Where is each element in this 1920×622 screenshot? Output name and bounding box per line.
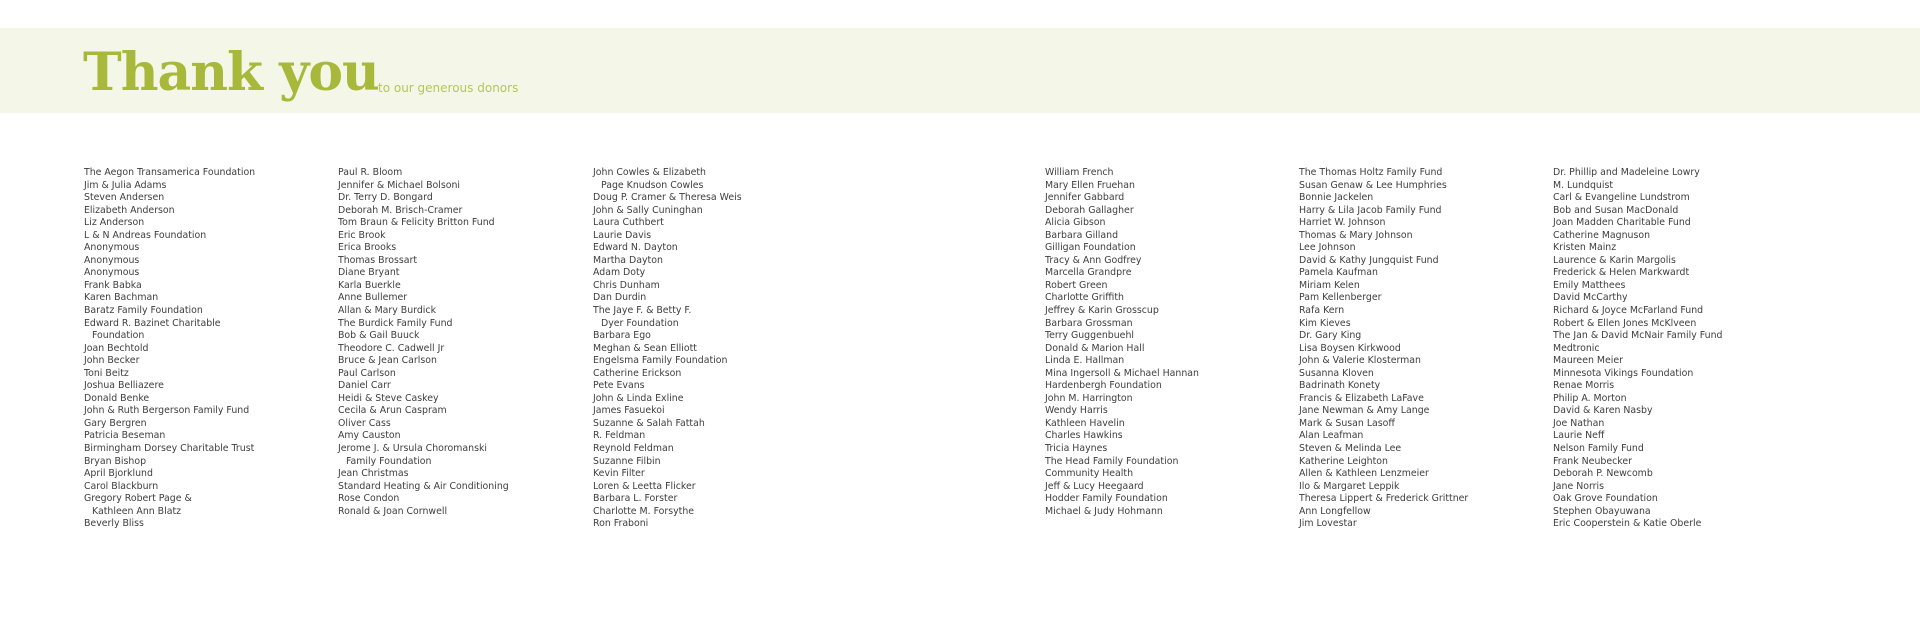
donor-name: Edward R. Bazinet Charitable [84,317,221,329]
donor-name: Jerome J. & Ursula Choromanski [338,443,488,455]
donor-name: Ronald & Joan Cornwell [338,505,448,517]
donor-name: Barbara Grossman [1045,317,1133,329]
donor-name: Eric Brook [338,229,386,241]
donor-name: Catherine Magnuson [1553,229,1651,241]
donor-name: Frank Neubecker [1553,455,1632,467]
donor-name: Philip A. Morton [1553,392,1627,404]
donor-name: Bruce & Jean Carlson [338,355,437,367]
page-subtitle: to our generous donors [378,81,519,95]
donor-name: Jean Christmas [338,468,409,480]
donor-name: Charles Hawkins [1045,430,1123,442]
donor-column-1 [84,167,255,531]
donor-name: The Aegon Transamerica Foundation [84,167,256,178]
donor-name: Charlotte Griffith [1045,292,1124,304]
donor-name: Heidi & Steve Caskey [338,392,439,404]
donor-name: Carol Blackburn [84,480,159,492]
donor-name: Theodore C. Cadwell Jr [338,342,445,354]
donor-name: Ann Longfellow [1299,505,1371,517]
donor-name: Jeffrey & Karin Grosscup [1045,305,1159,317]
donor-name: David & Kathy Jungquist Fund [1299,254,1439,266]
donor-name: Kristen Mainz [1553,242,1617,254]
donor-name: Catherine Erickson [593,367,682,379]
donor-name: The Jaye F. & Betty F. [593,305,692,317]
donor-name: Frank Babka [84,279,142,291]
donor-name: Deborah P. Newcomb [1553,468,1653,480]
donor-name: Oliver Cass [338,417,391,429]
donor-name: Adam Doty [593,267,646,279]
donor-name: Barbara Ego [593,330,651,342]
donor-name: Page Knudson Cowles [601,179,704,191]
donor-name: Gilligan Foundation [1045,242,1136,254]
donor-name: Suzanne Filbin [593,455,661,467]
donor-name: Donald & Marion Hall [1045,342,1145,354]
donor-name: Karen Bachman [84,292,159,304]
donor-name: Pete Evans [593,380,645,392]
donor-name: The Burdick Family Fund [338,317,453,329]
donor-name: Rose Condon [338,493,400,505]
donor-column-6 [1553,167,1723,531]
donor-name: Bryan Bishop [84,455,147,467]
donor-name: Thomas & Mary Johnson [1299,229,1413,241]
donor-name: The Thomas Holtz Family Fund [1299,167,1443,178]
donor-name: Bob & Gail Buuck [338,330,420,342]
donor-name: Eric Cooperstein & Katie Oberle [1553,518,1702,530]
donor-name: Thomas Brossart [338,254,418,266]
donor-name: Paul R. Bloom [338,167,403,178]
donor-name: Pamela Kaufman [1299,267,1378,279]
donor-name: Donald Benke [84,392,150,404]
donor-name: Kathleen Ann Blatz [92,505,182,517]
donor-name: Bob and Susan MacDonald [1553,204,1679,216]
donor-name: April Bjorklund [84,468,153,480]
donor-name: Standard Heating & Air Conditioning [338,480,509,492]
donor-name: Theresa Lippert & Frederick Grittner [1299,493,1469,505]
donor-name: Laurie Davis [593,229,652,241]
donor-name: Linda E. Hallman [1045,355,1125,367]
donor-column-4 [1045,167,1199,518]
donor-name: Joe Nathan [1553,417,1605,429]
donor-name: Badrinath Konety [1299,380,1381,392]
donor-name: Allan & Mary Burdick [338,305,436,317]
donor-name: Carl & Evangeline Lundstrom [1553,192,1690,204]
donor-name: Michael & Judy Hohmann [1045,505,1163,517]
donor-name: Anonymous [84,242,140,254]
donor-name: Engelsma Family Foundation [593,355,728,367]
donor-name: Jim & Julia Adams [84,179,167,191]
donor-name: Medtronic [1553,342,1600,354]
donor-name: Mina Ingersoll & Michael Hannan [1045,367,1199,379]
donor-column-2 [338,167,509,518]
donor-name: Robert Green [1045,279,1108,291]
donor-name: Wendy Harris [1045,405,1108,417]
donor-name: Paul Carlson [338,367,396,379]
donor-name: William French [1045,167,1114,178]
donor-name: Susan Genaw & Lee Humphries [1299,179,1447,191]
donor-name: Bonnie Jackelen [1299,192,1374,204]
donor-name: Miriam Kelen [1299,279,1360,291]
donor-name: Family Foundation [346,455,432,467]
donor-name: Mark & Susan Lasoff [1299,417,1395,429]
donor-name: Doug P. Cramer & Theresa Weis [593,192,742,204]
donor-name: Deborah M. Brisch-Cramer [338,204,463,216]
donor-name: Dr. Gary King [1299,330,1362,342]
donor-name: Elizabeth Anderson [84,204,175,216]
donor-name: Emily Matthees [1553,279,1626,291]
donor-name: Laura Cuthbert [593,217,664,229]
donor-name: Jennifer Gabbard [1045,192,1125,204]
donor-name: Beverly Bliss [84,518,144,530]
donor-name: Jim Lovestar [1299,518,1357,530]
donor-name: Birmingham Dorsey Charitable Trust [84,443,255,455]
donor-name: Erica Brooks [338,242,397,254]
donor-name: Diane Bryant [338,267,400,279]
donor-name: Community Health [1045,468,1134,480]
donor-name: The Head Family Foundation [1045,455,1179,467]
donor-name: Oak Grove Foundation [1553,493,1658,505]
donor-name: Alicia Gibson [1045,217,1106,229]
donor-name: Ron Fraboni [593,518,649,530]
donor-name: Kevin Filter [593,468,645,480]
donor-name: Jane Newman & Amy Lange [1299,405,1430,417]
donor-name: Baratz Family Foundation [84,305,203,317]
donor-name: Minnesota Vikings Foundation [1553,367,1694,379]
donor-column-5 [1299,167,1468,531]
donor-name: Marcella Grandpre [1045,267,1132,279]
donor-name: Frederick & Helen Markwardt [1553,267,1690,279]
donor-name: Kim Kieves [1299,317,1351,329]
donor-name: Dyer Foundation [601,317,679,329]
donor-name: Rafa Kern [1299,305,1345,317]
donor-name: John Becker [84,355,140,367]
donor-name: Patricia Beseman [84,430,166,442]
donor-name: John M. Harrington [1045,392,1133,404]
donor-name: Meghan & Sean Elliott [593,342,697,354]
donor-name: Gary Bergren [84,417,147,429]
donor-name: Edward N. Dayton [593,242,678,254]
donor-name: Deborah Gallagher [1045,204,1134,216]
donor-name: Tracy & Ann Godfrey [1045,254,1142,266]
donor-name: Tricia Haynes [1045,443,1108,455]
donor-name: John & Valerie Klosterman [1299,355,1421,367]
donor-name: Steven & Melinda Lee [1299,443,1402,455]
donor-name: David McCarthy [1553,292,1628,304]
donor-name: Anonymous [84,254,140,266]
donor-name: Kathleen Havelin [1045,417,1125,429]
donor-name: Gregory Robert Page & [84,493,192,505]
donor-name: Foundation [92,330,145,342]
donor-name: Harry & Lila Jacob Family Fund [1299,204,1442,216]
donor-name: Dan Durdin [593,292,647,304]
donor-name: Lisa Boysen Kirkwood [1299,342,1401,354]
donor-name: Alan Leafman [1299,430,1364,442]
donor-name: Mary Ellen Fruehan [1045,179,1135,191]
donor-column-3 [593,167,742,531]
donor-name: Maureen Meier [1553,355,1623,367]
donor-name: M. Lundquist [1553,179,1613,191]
donor-name: Suzanne & Salah Fattah [593,417,705,429]
donor-name: Toni Beitz [84,367,129,379]
donor-name: The Jan & David McNair Family Fund [1553,330,1723,342]
page-title: Thank you [83,42,379,103]
donor-name: R. Feldman [593,430,646,442]
donor-name: Harriet W. Johnson [1299,217,1386,229]
donor-name: John & Sally Cuninghan [593,204,703,216]
donor-name: Pam Kellenberger [1299,292,1382,304]
donor-name: Richard & Joyce McFarland Fund [1553,305,1704,317]
donor-name: Cecila & Arun Caspram [338,405,447,417]
donor-name: Chris Dunham [593,279,660,291]
donor-name: Jane Norris [1553,480,1604,492]
donor-name: Laurence & Karin Margolis [1553,254,1676,266]
donor-name: Charlotte M. Forsythe [593,505,695,517]
donor-name: Lee Johnson [1299,242,1356,254]
donor-name: John & Ruth Bergerson Family Fund [84,405,250,417]
donor-name: John & Linda Exline [593,392,684,404]
donor-name: L & N Andreas Foundation [84,229,207,241]
donor-name: Terry Guggenbuehl [1045,330,1134,342]
donor-name: Liz Anderson [84,217,145,229]
donor-name: Stephen Obayuwana [1553,505,1651,517]
donor-name: Joan Madden Charitable Fund [1553,217,1691,229]
donor-name: Barbara Gilland [1045,229,1119,241]
donor-name: Laurie Neff [1553,430,1605,442]
donor-name: Jennifer & Michael Bolsoni [338,179,461,191]
donor-name: Amy Causton [338,430,401,442]
donor-name: Susanna Kloven [1299,367,1374,379]
donor-name: Karla Buerkle [338,279,401,291]
donor-name: Allen & Kathleen Lenzmeier [1299,468,1429,480]
donor-name: Anne Bullemer [338,292,408,304]
donor-name: Robert & Ellen Jones McKlveen [1553,317,1697,329]
donor-name: Dr. Phillip and Madeleine Lowry [1553,167,1700,178]
donor-name: James Fasuekoi [593,405,665,417]
donor-name: Ilo & Margaret Leppik [1299,480,1400,492]
donor-name: Barbara L. Forster [593,493,678,505]
donor-name: John Cowles & Elizabeth [593,167,706,178]
donor-name: Katherine Leighton [1299,455,1388,467]
donor-name: Reynold Feldman [593,443,674,455]
donor-name: Hodder Family Foundation [1045,493,1168,505]
donor-name: Jeff & Lucy Heegaard [1045,480,1144,492]
donor-name: Steven Andersen [84,192,165,204]
donor-name: David & Karen Nasby [1553,405,1653,417]
donor-name: Martha Dayton [593,254,663,266]
donor-name: Joshua Belliazere [84,380,164,392]
donor-name: Nelson Family Fund [1553,443,1644,455]
donor-name: Tom Braun & Felicity Britton Fund [338,217,495,229]
donor-name: Anonymous [84,267,140,279]
donor-name: Francis & Elizabeth LaFave [1299,392,1424,404]
donor-name: Hardenbergh Foundation [1045,380,1162,392]
donor-name: Joan Bechtold [84,342,149,354]
donor-name: Dr. Terry D. Bongard [338,192,433,204]
donor-name: Renae Morris [1553,380,1615,392]
donor-name: Loren & Leetta Flicker [593,480,696,492]
donor-name: Daniel Carr [338,380,391,392]
